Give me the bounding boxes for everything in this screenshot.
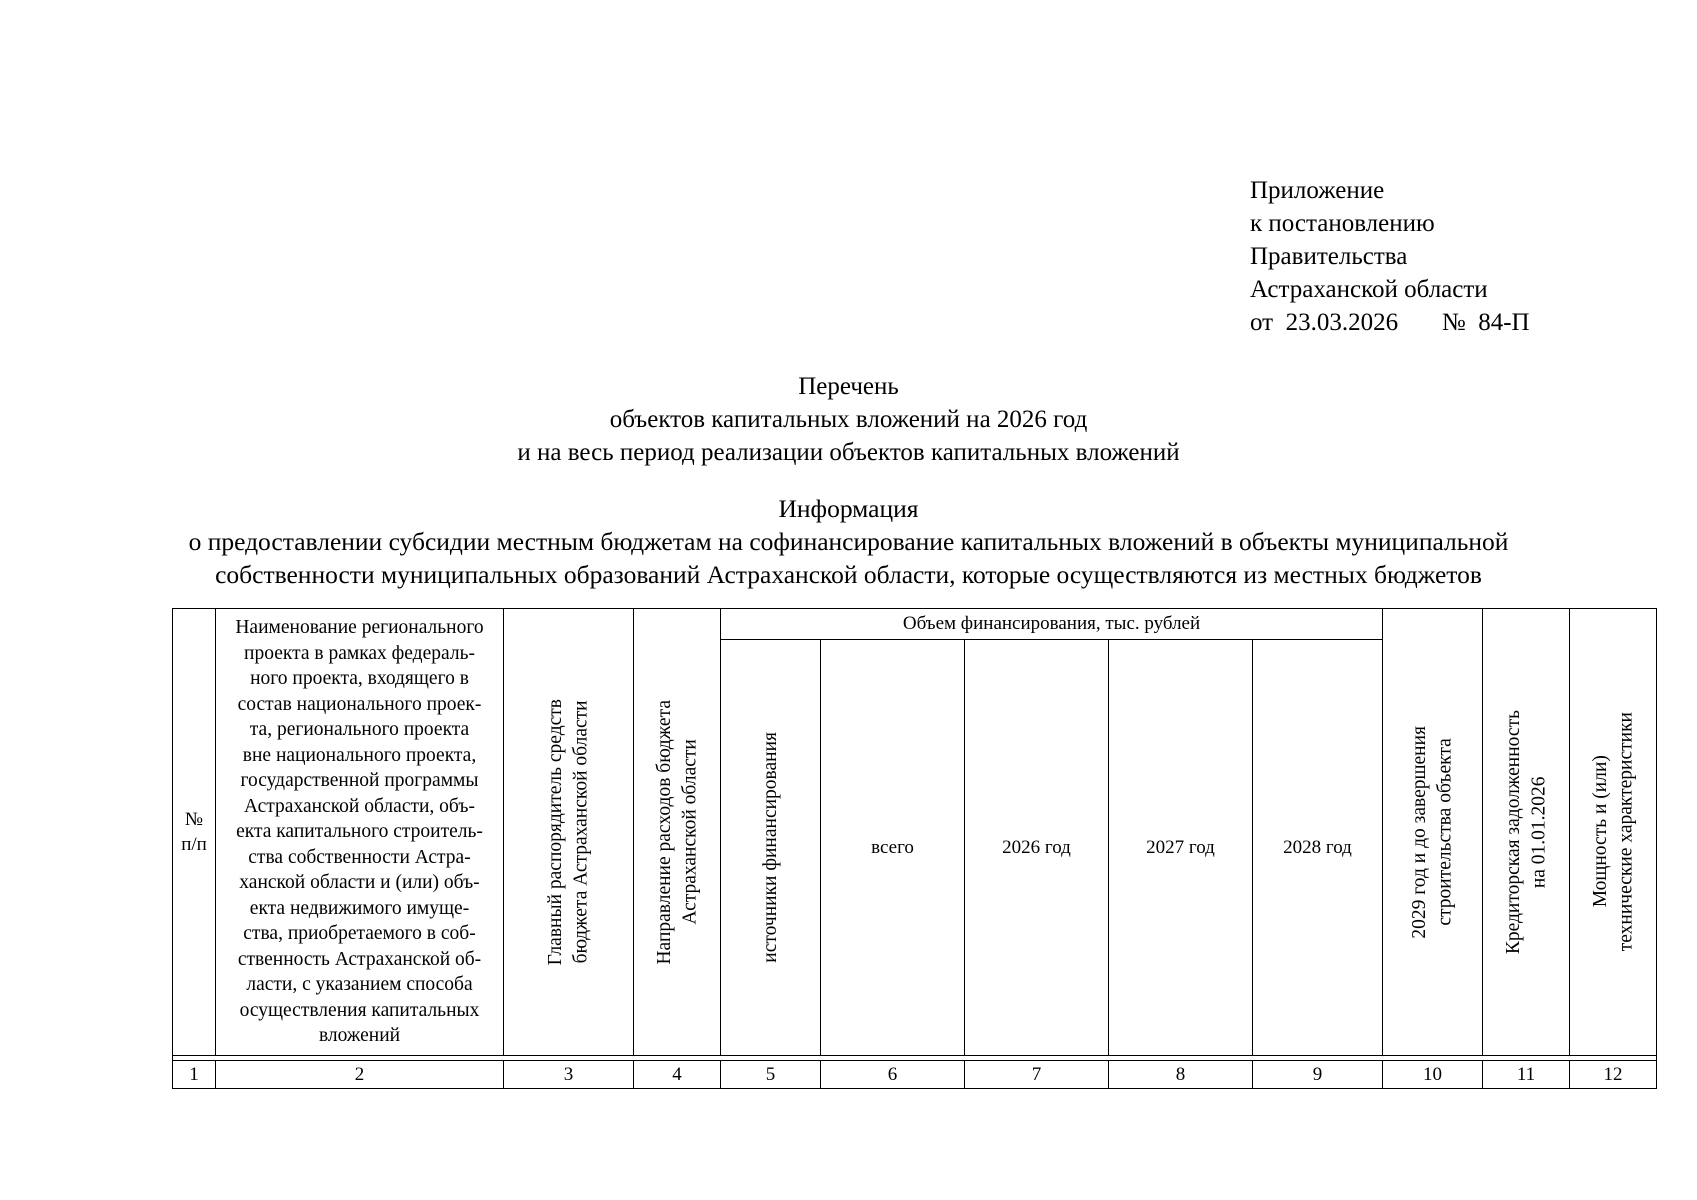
- column-number: 4: [634, 1061, 721, 1089]
- appendix-date-line: [1250, 306, 1530, 339]
- title-line: объектов капитальных вложений на 2026 год: [609, 406, 1088, 433]
- column-number: 12: [1570, 1061, 1657, 1089]
- column-number: 7: [965, 1061, 1109, 1089]
- header-2026: 2026 год: [965, 640, 1109, 1056]
- column-number: 3: [504, 1061, 634, 1089]
- header-2028: 2028 год: [1253, 640, 1383, 1056]
- date-prefix: от: [1250, 309, 1274, 336]
- document-date: 23.03.2026: [1285, 309, 1399, 336]
- subtitle-line: о предоставлении субсидии местным бюджетам на софинансирование капитальных вложений в объекты муниципальной: [188, 527, 1509, 556]
- header-financing-volume: Объем финансирования, тыс. рублей: [721, 609, 1383, 640]
- header-number: № п/п: [173, 609, 216, 1056]
- header-2027: 2027 год: [1109, 640, 1253, 1056]
- header-total: всего: [821, 640, 965, 1056]
- appendix-line: к постановлению: [1250, 210, 1435, 237]
- document-title: [0, 370, 1697, 469]
- subtitle-line: Информация: [778, 494, 919, 523]
- table-row: [173, 1061, 1657, 1089]
- appendix-line: Астраханской области: [1250, 276, 1488, 303]
- header-accounts-payable: Кредиторская задолженность на 01.01.2026: [1483, 609, 1570, 1056]
- column-number: 10: [1383, 1061, 1483, 1089]
- title-line: и на весь период реализации объектов капитальных вложений: [517, 439, 1180, 466]
- objects-table: [172, 608, 1657, 1089]
- column-number: 9: [1253, 1061, 1383, 1089]
- number-prefix: №: [1441, 309, 1466, 336]
- title-line: Перечень: [798, 373, 899, 400]
- column-number: 11: [1483, 1061, 1570, 1089]
- header-2029-and-later: 2029 год и до завершения строительства объекта: [1383, 609, 1483, 1056]
- document-number: 84-П: [1478, 309, 1530, 336]
- header-capacity: Мощность и (или) технические характеристики: [1570, 609, 1657, 1056]
- column-number: 8: [1109, 1061, 1253, 1089]
- header-budget-manager: Главный распорядитель средств бюджета Астраханской области: [504, 609, 634, 1056]
- document-subtitle: [0, 492, 1697, 591]
- appendix-line: Приложение: [1250, 177, 1385, 204]
- header-expense-direction: Направление расходов бюджета Астраханской области: [634, 609, 721, 1056]
- header-financing-sources: источники финансирования: [721, 640, 821, 1056]
- appendix-block: [1250, 174, 1530, 339]
- column-number: 6: [821, 1061, 965, 1089]
- column-number: 1: [173, 1061, 216, 1089]
- appendix-line: Правительства: [1250, 243, 1408, 270]
- header-project-name: Наименование регионального проекта в рамках федераль- ного проекта, входящего в состав национального проек- та, регионального проекта вне национального проекта, государственной программы Астраханской области, объ- екта капитального строитель- ства собственности Астра- ханской области и (или) объ- екта недвижимого имуще- ства, приобретаемого в соб- ственность Астраханской об- ласти, с указанием способа осуществления капитальных вложений: [216, 609, 504, 1056]
- subtitle-line: собственности муниципальных образований Астраханской области, которые осуществляются из местных бюджетов: [215, 560, 1482, 589]
- column-number: 5: [721, 1061, 821, 1089]
- column-number: 2: [216, 1061, 504, 1089]
